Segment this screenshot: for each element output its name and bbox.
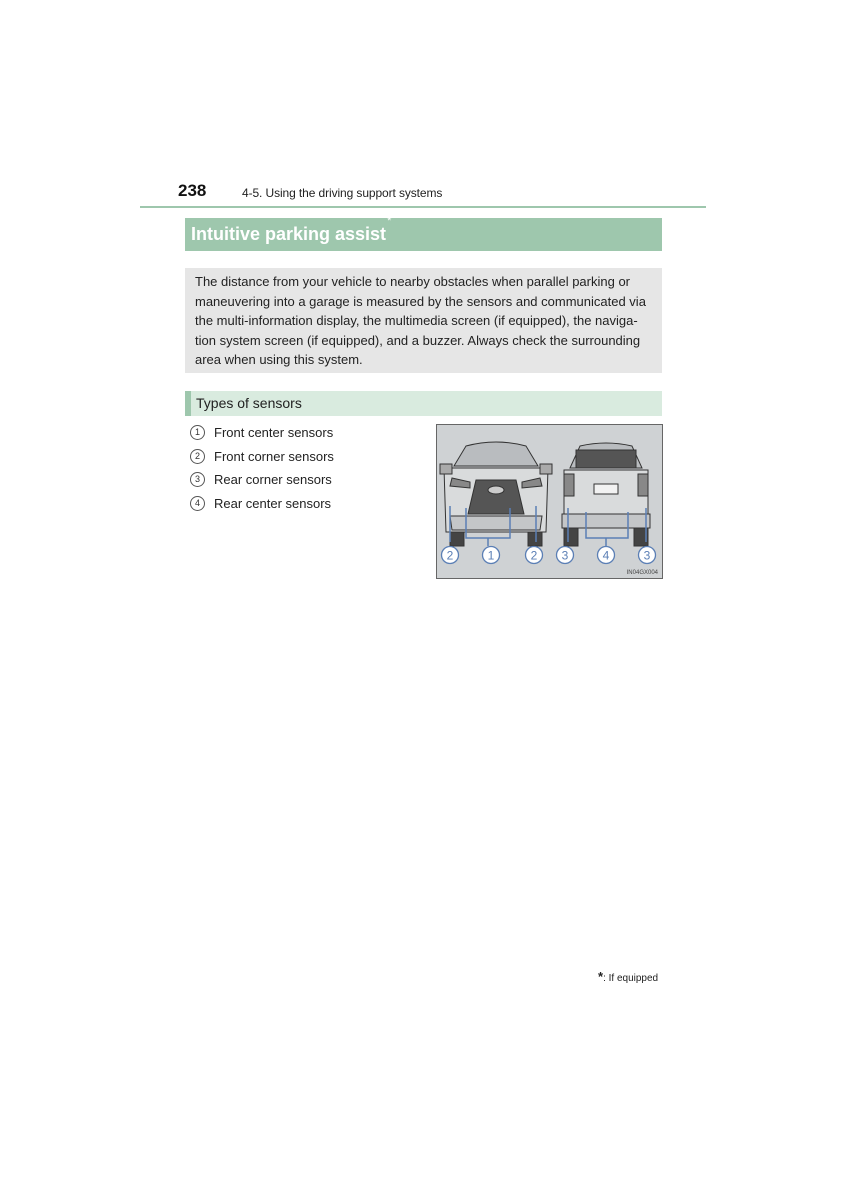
intro-text: The distance from your vehicle to nearby obstacles when parallel parking or maneuvering into a garage is measured by the sensors and communicated via the multi-information display, the multimedia screen (if equipped), the naviga-tion system screen (if equipped), and a buzzer. Always check the surrounding area when using this system. bbox=[195, 274, 646, 367]
number-badge: 3 bbox=[190, 472, 205, 487]
footnote-marker: * bbox=[598, 969, 604, 984]
page-number: 238 bbox=[178, 181, 207, 200]
section-path: 4-5. Using the driving support systems bbox=[242, 186, 443, 200]
number-badge: 1 bbox=[190, 425, 205, 440]
list-item bbox=[190, 421, 334, 445]
figure-code: IN04GX004 bbox=[626, 570, 658, 576]
callout-front-right bbox=[526, 547, 543, 564]
callout-front-left bbox=[442, 547, 459, 564]
callout-rear-left bbox=[557, 547, 574, 564]
callout-number: 2 bbox=[446, 548, 454, 563]
intro-box bbox=[185, 268, 662, 373]
callout-rear-right bbox=[639, 547, 656, 564]
sensor-label: Front center sensors bbox=[214, 425, 334, 441]
list-item bbox=[190, 492, 334, 516]
list-item bbox=[190, 468, 334, 492]
number-badge: 2 bbox=[190, 449, 205, 464]
sensor-list bbox=[190, 421, 334, 515]
callout-rear-center bbox=[598, 547, 615, 564]
callout-number: 3 bbox=[643, 548, 651, 563]
title-bar bbox=[185, 215, 662, 251]
footnote-text: : If equipped bbox=[603, 973, 659, 984]
sensor-label: Front corner sensors bbox=[214, 448, 334, 464]
subsection-bar bbox=[185, 391, 662, 416]
title-footnote-marker: * bbox=[387, 215, 392, 227]
callout-front-center bbox=[483, 547, 500, 564]
list-item bbox=[190, 445, 334, 469]
sensor-label: Rear center sensors bbox=[214, 495, 332, 511]
header-rule bbox=[140, 206, 706, 208]
callout-number: 3 bbox=[561, 548, 569, 563]
subsection-title: Types of sensors bbox=[196, 395, 302, 411]
number-badge: 4 bbox=[190, 496, 205, 511]
footnote bbox=[598, 969, 658, 984]
callout-number: 4 bbox=[602, 548, 610, 563]
sensor-label: Rear corner sensors bbox=[214, 472, 332, 488]
sensor-location-illustration bbox=[436, 424, 663, 579]
callout-number: 2 bbox=[530, 548, 538, 563]
callout-number: 1 bbox=[487, 548, 495, 563]
page-title: Intuitive parking assist bbox=[191, 224, 387, 244]
